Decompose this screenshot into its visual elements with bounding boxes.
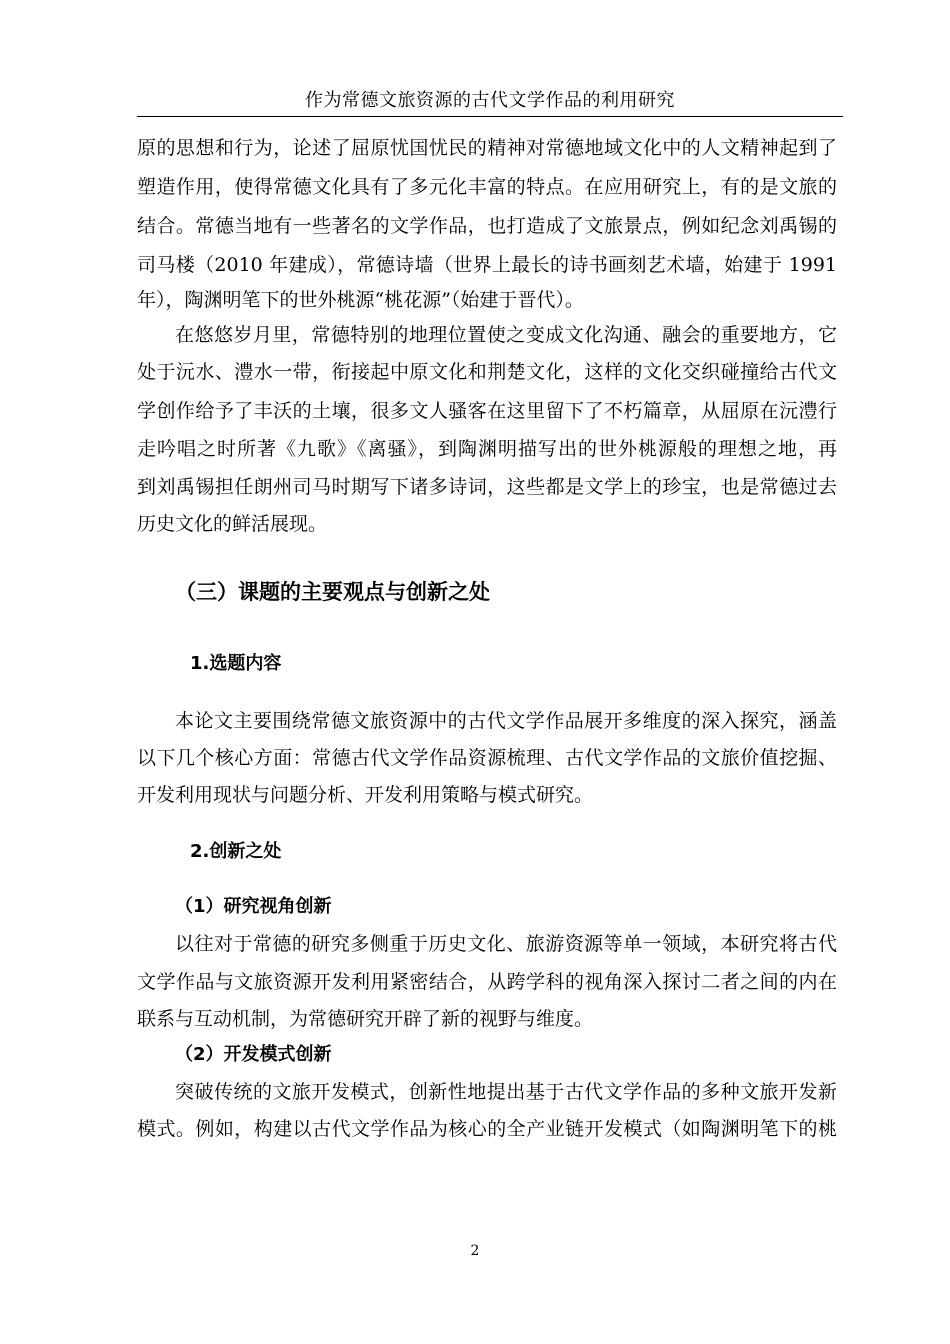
text-line: 在悠悠岁月里，常德特别的地理位置使之变成文化沟通、融会的重要地方，它 (175, 324, 837, 346)
section-heading: （三）课题的主要观点与创新之处 (175, 580, 490, 604)
text-line: 以下几个核心方面：常德古代文学作品资源梳理、古代文学作品的文旅价值挖掘、 (137, 747, 837, 769)
page-number: 2 (470, 1243, 480, 1259)
text-line: 突破传统的文旅开发模式，创新性地提出基于古代文学作品的多种文旅开发新 (175, 1081, 837, 1103)
text-line: 到刘禹锡担任朗州司马时期写下诸多诗词，这些都是文学上的珍宝，也是常德过去 (137, 476, 837, 498)
text-line: 年），陶渊明笔下的世外桃源“桃花源”（始建于晋代）。 (137, 289, 584, 311)
text-line: 处于沅水、澧水一带，衔接起中原文化和荆楚文化，这样的文化交织碰撞给古代文 (137, 361, 837, 383)
text-line: 本论文主要围绕常德文旅资源中的古代文学作品展开多维度的深入探究，涵盖 (175, 710, 837, 732)
text-line: 模式。例如，构建以古代文学作品为核心的全产业链开发模式（如陶渊明笔下的桃 (137, 1118, 837, 1140)
text-line: 原的思想和行为，论述了屈原忧国忧民的精神对常德地域文化中的人文精神起到了 (137, 137, 837, 159)
text-line: 开发利用现状与问题分析、开发利用策略与模式研究。 (137, 784, 594, 806)
text-line: 历史文化的鲜活展现。 (137, 513, 328, 535)
text-line: 文学作品与文旅资源开发利用紧密结合，从跨学科的视角深入探讨二者之间的内在 (137, 971, 837, 993)
text-line: 联系与互动机制，为常德研究开辟了新的视野与维度。 (137, 1008, 594, 1030)
text-line: 以往对于常德的研究多侧重于历史文化、旅游资源等单一领域，本研究将古代 (175, 933, 837, 955)
subsection-heading-topic: 1.选题内容 (190, 653, 282, 674)
subsection-heading-innovation: 2.创新之处 (190, 841, 282, 862)
text-line: 走吟唱之时所著《九歌》《离骚》，到陶渊明描写出的世外桃源般的理想之地，再 (137, 438, 837, 460)
page-header-title: 作为常德文旅资源的古代文学作品的利用研究 (305, 90, 675, 111)
text-line: 塑造作用，使得常德文化具有了多元化丰富的特点。在应用研究上，有的是文旅的 (137, 176, 837, 198)
item-heading-development-model: （2）开发模式创新 (175, 1044, 332, 1065)
item-heading-research-perspective: （1）研究视角创新 (175, 896, 332, 917)
text-line: 学创作给予了丰沃的土壤，很多文人骚客在这里留下了不朽篇章，从屈原在沅澧行 (137, 400, 837, 422)
header-divider (137, 116, 843, 117)
text-line: 司马楼（2010 年建成），常德诗墙（世界上最长的诗书画刻艺术墙，始建于 1991 (137, 254, 837, 276)
text-line: 结合。常德当地有一些著名的文学作品，也打造成了文旅景点，例如纪念刘禹锡的 (137, 215, 837, 237)
